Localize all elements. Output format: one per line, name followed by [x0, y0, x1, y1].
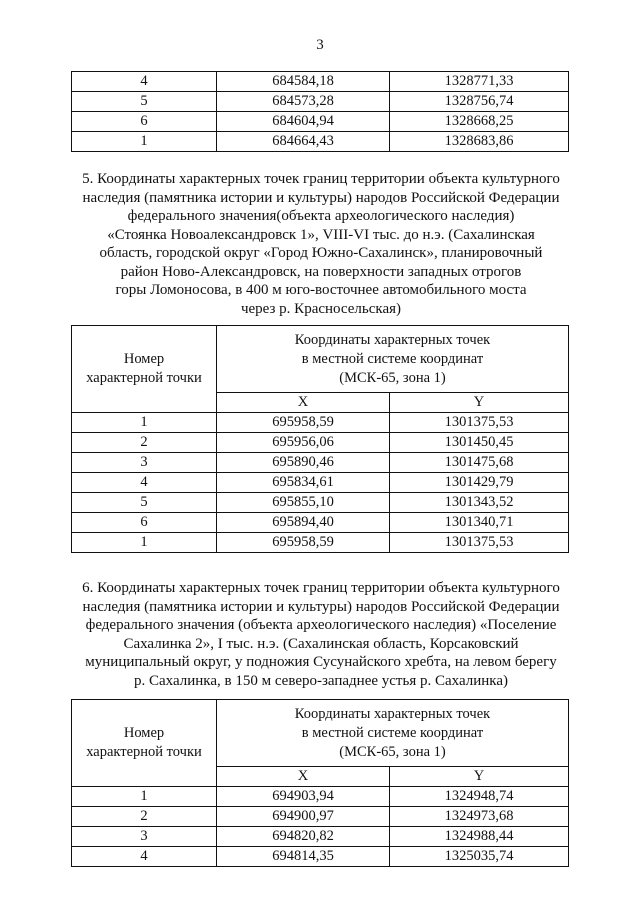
y-coordinate-cell: 1301450,45 — [390, 433, 569, 453]
heading-line: горы Ломоносова, в 400 м юго-восточнее автомобильного моста — [115, 282, 527, 298]
x-coordinate-cell: 684573,28 — [217, 92, 390, 112]
heading-line: наследия (памятника истории и культуры) народов Российской Федерации — [82, 598, 560, 615]
header-line: Номер — [123, 351, 165, 367]
table-row — [72, 513, 569, 533]
x-coordinate-cell: 684584,18 — [217, 72, 390, 92]
x-coordinate-cell: 684604,94 — [217, 112, 390, 132]
coordinates-table-continuation — [71, 71, 569, 152]
table-row — [72, 433, 569, 453]
heading-line: 6. Координаты характерных точек границ территории объекта культурного — [82, 580, 560, 596]
y-coordinate-cell: 1324948,74 — [390, 787, 569, 807]
section-5-heading — [68, 170, 574, 318]
heading-line: Сахалинка 2», I тыс. н.э. (Сахалинская область, Корсаковский — [123, 635, 519, 652]
x-column-header: X — [217, 767, 390, 787]
section-6-heading — [68, 579, 574, 690]
point-number-cell: 4 — [72, 847, 217, 867]
header-line: (МСК-65, зона 1) — [339, 743, 446, 760]
x-coordinate-cell: 694900,97 — [217, 807, 390, 827]
x-coordinate-cell: 695890,46 — [217, 453, 390, 473]
table-row — [72, 787, 569, 807]
table-row — [72, 847, 569, 867]
y-coordinate-cell: 1301343,52 — [390, 493, 569, 513]
y-coordinate-cell: 1301375,53 — [390, 413, 569, 433]
x-coordinate-cell: 695834,61 — [217, 473, 390, 493]
y-coordinate-cell: 1328683,86 — [390, 132, 569, 152]
header-line: в местной системе координат — [301, 724, 484, 741]
table-row — [72, 493, 569, 513]
y-coordinate-cell: 1325035,74 — [390, 847, 569, 867]
point-number-cell: 3 — [72, 827, 217, 847]
heading-line: наследия (памятника истории и культуры) народов Российской Федерации — [82, 189, 560, 206]
header-line: характерной точки — [86, 744, 202, 760]
header-line: характерной точки — [86, 370, 202, 386]
coordinates-group-header — [217, 700, 569, 767]
point-number-cell: 3 — [72, 453, 217, 473]
heading-line: через р. Красносельская) — [240, 300, 402, 317]
y-coordinate-cell: 1328756,74 — [390, 92, 569, 112]
y-column-header: Y — [390, 767, 569, 787]
point-number-header — [72, 700, 217, 787]
heading-line: муниципальный округ, у подножия Сусунайского хребта, на левом берегу — [85, 654, 557, 670]
header-line: Номер — [123, 725, 165, 741]
table-row — [72, 827, 569, 847]
coordinates-group-header — [217, 326, 569, 393]
table-row — [72, 807, 569, 827]
x-coordinate-cell: 695958,59 — [217, 413, 390, 433]
y-coordinate-cell: 1324973,68 — [390, 807, 569, 827]
heading-line: федерального значения(объекта археологического наследия) — [127, 208, 515, 224]
x-coordinate-cell: 695894,40 — [217, 513, 390, 533]
x-coordinate-cell: 695855,10 — [217, 493, 390, 513]
x-coordinate-cell: 695958,59 — [217, 533, 390, 553]
point-number-cell: 1 — [72, 533, 217, 553]
point-number-cell: 2 — [72, 807, 217, 827]
x-coordinate-cell: 684664,43 — [217, 132, 390, 152]
table-row — [72, 533, 569, 553]
x-coordinate-cell: 694814,35 — [217, 847, 390, 867]
heading-line: р. Сахалинка, в 150 м северо-западнее устья р. Сахалинка) — [134, 672, 508, 689]
x-coordinate-cell: 694903,94 — [217, 787, 390, 807]
point-number-cell: 5 — [72, 92, 217, 112]
x-coordinate-cell: 694820,82 — [217, 827, 390, 847]
table-row — [72, 112, 569, 132]
y-coordinate-cell: 1328771,33 — [390, 72, 569, 92]
x-column-header: X — [217, 393, 390, 413]
point-number-cell: 1 — [72, 787, 217, 807]
heading-line: «Стоянка Новоалександровск 1», VIII-VI тыс. до н.э. (Сахалинская — [107, 226, 535, 243]
point-number-cell: 1 — [72, 132, 217, 152]
header-line: Координаты характерных точек — [294, 331, 491, 348]
heading-line: область, городской округ «Город Южно-Сахалинск», планировочный — [99, 245, 543, 261]
point-number-cell: 4 — [72, 72, 217, 92]
table-row — [72, 132, 569, 152]
y-coordinate-cell: 1301340,71 — [390, 513, 569, 533]
y-column-header: Y — [390, 393, 569, 413]
y-coordinate-cell: 1324988,44 — [390, 827, 569, 847]
point-number-header — [72, 326, 217, 413]
y-coordinate-cell: 1328668,25 — [390, 112, 569, 132]
y-coordinate-cell: 1301429,79 — [390, 473, 569, 493]
page-number: 3 — [316, 37, 324, 53]
header-line: Координаты характерных точек — [294, 705, 491, 722]
table-row — [72, 473, 569, 493]
header-line: в местной системе координат — [301, 350, 484, 367]
point-number-cell: 2 — [72, 433, 217, 453]
point-number-cell: 5 — [72, 493, 217, 513]
table-row — [72, 453, 569, 473]
table-row — [72, 413, 569, 433]
header-line: (МСК-65, зона 1) — [339, 369, 446, 386]
point-number-cell: 4 — [72, 473, 217, 493]
table-row — [72, 72, 569, 92]
y-coordinate-cell: 1301375,53 — [390, 533, 569, 553]
coordinates-table-section-6 — [71, 699, 569, 867]
coordinates-table-section-5 — [71, 325, 569, 553]
heading-line: федерального значения (объекта археологического наследия) «Поселение — [85, 617, 557, 633]
point-number-cell: 6 — [72, 513, 217, 533]
x-coordinate-cell: 695956,06 — [217, 433, 390, 453]
heading-line: 5. Координаты характерных точек границ территории объекта культурного — [82, 171, 560, 187]
y-coordinate-cell: 1301475,68 — [390, 453, 569, 473]
point-number-cell: 1 — [72, 413, 217, 433]
point-number-cell: 6 — [72, 112, 217, 132]
heading-line: район Ново-Александровск, на поверхности западных отрогов — [120, 263, 522, 280]
table-row — [72, 92, 569, 112]
